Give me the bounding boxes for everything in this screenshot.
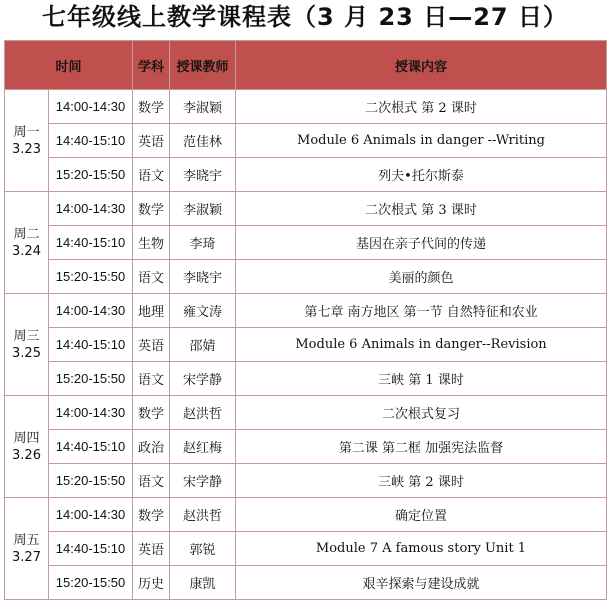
day-date: 3.25 [12,345,41,361]
teacher-cell: 邵婧 [170,328,236,362]
day-cell [5,498,49,600]
teacher-cell: 李晓宇 [170,158,236,192]
header-teacher: 授课教师 [170,41,236,90]
content-cell: 二次根式 第 2 课时 [236,90,607,124]
table-row [5,90,607,124]
teacher-cell: 李晓宇 [170,260,236,294]
subject-cell: 英语 [133,328,170,362]
teacher-cell: 雍文涛 [170,294,236,328]
content-cell: 二次根式 第 3 课时 [236,192,607,226]
content-cell: 三峡 第 1 课时 [236,362,607,396]
table-row [5,328,607,362]
teacher-cell: 赵红梅 [170,430,236,464]
content-cell: Module 6 Animals in danger--Revision [236,328,607,362]
subject-cell: 数学 [133,192,170,226]
table-row [5,362,607,396]
content-cell: 第七章 南方地区 第一节 自然特征和农业 [236,294,607,328]
header-subject: 学科 [133,41,170,90]
schedule-table [4,40,607,600]
header-time: 时间 [5,41,133,90]
day-date: 3.23 [12,141,41,157]
table-row [5,192,607,226]
time-cell: 15:20-15:50 [49,362,133,396]
time-cell: 14:00-14:30 [49,294,133,328]
content-cell: Module 6 Animals in danger --Writing [236,124,607,158]
teacher-cell: 宋学静 [170,362,236,396]
subject-cell: 语文 [133,158,170,192]
subject-cell: 地理 [133,294,170,328]
time-cell: 14:00-14:30 [49,498,133,532]
page-title: 七年级线上教学课程表（3 月 23 日—27 日） [42,3,568,31]
subject-cell: 语文 [133,464,170,498]
subject-cell: 数学 [133,498,170,532]
time-cell: 14:40-15:10 [49,532,133,566]
subject-cell: 英语 [133,532,170,566]
table-row [5,294,607,328]
time-cell: 14:40-15:10 [49,430,133,464]
subject-cell: 语文 [133,260,170,294]
day-name: 周三 [13,328,40,344]
day-name: 周二 [13,226,40,242]
content-cell: 美丽的颜色 [236,260,607,294]
content-cell: 二次根式复习 [236,396,607,430]
table-row [5,566,607,600]
time-cell: 14:40-15:10 [49,226,133,260]
day-name: 周五 [13,532,40,548]
day-cell [5,396,49,498]
teacher-cell: 赵洪哲 [170,396,236,430]
table-row [5,464,607,498]
day-name: 周一 [13,124,40,140]
table-row [5,396,607,430]
time-cell: 14:40-15:10 [49,328,133,362]
table-row [5,532,607,566]
teacher-cell: 赵洪哲 [170,498,236,532]
time-cell: 15:20-15:50 [49,566,133,600]
teacher-cell: 李淑颖 [170,192,236,226]
subject-cell: 数学 [133,90,170,124]
teacher-cell: 康凯 [170,566,236,600]
teacher-cell: 李淑颖 [170,90,236,124]
day-cell [5,90,49,192]
table-row [5,226,607,260]
header-content: 授课内容 [236,41,607,90]
schedule-body [5,90,607,600]
day-cell [5,192,49,294]
table-row [5,430,607,464]
day-date: 3.24 [12,243,41,259]
content-cell: 基因在亲子代间的传递 [236,226,607,260]
content-cell: 艰辛探索与建设成就 [236,566,607,600]
content-cell: 列夫•托尔斯泰 [236,158,607,192]
header-row [5,41,607,90]
day-cell [5,294,49,396]
table-row [5,498,607,532]
table-row [5,158,607,192]
time-cell: 15:20-15:50 [49,260,133,294]
teacher-cell: 郭锐 [170,532,236,566]
subject-cell: 数学 [133,396,170,430]
subject-cell: 生物 [133,226,170,260]
time-cell: 15:20-15:50 [49,464,133,498]
time-cell: 14:40-15:10 [49,124,133,158]
table-row [5,124,607,158]
content-cell: 确定位置 [236,498,607,532]
time-cell: 14:00-14:30 [49,192,133,226]
time-cell: 14:00-14:30 [49,396,133,430]
day-date: 3.26 [12,447,41,463]
time-cell: 14:00-14:30 [49,90,133,124]
day-date: 3.27 [12,549,41,565]
subject-cell: 语文 [133,362,170,396]
teacher-cell: 宋学静 [170,464,236,498]
subject-cell: 政治 [133,430,170,464]
subject-cell: 历史 [133,566,170,600]
time-cell: 15:20-15:50 [49,158,133,192]
teacher-cell: 范佳林 [170,124,236,158]
table-row [5,260,607,294]
content-cell: 三峡 第 2 课时 [236,464,607,498]
content-cell: Module 7 A famous story Unit 1 [236,532,607,566]
subject-cell: 英语 [133,124,170,158]
content-cell: 第二课 第二框 加强宪法监督 [236,430,607,464]
teacher-cell: 李琦 [170,226,236,260]
day-name: 周四 [13,430,40,446]
